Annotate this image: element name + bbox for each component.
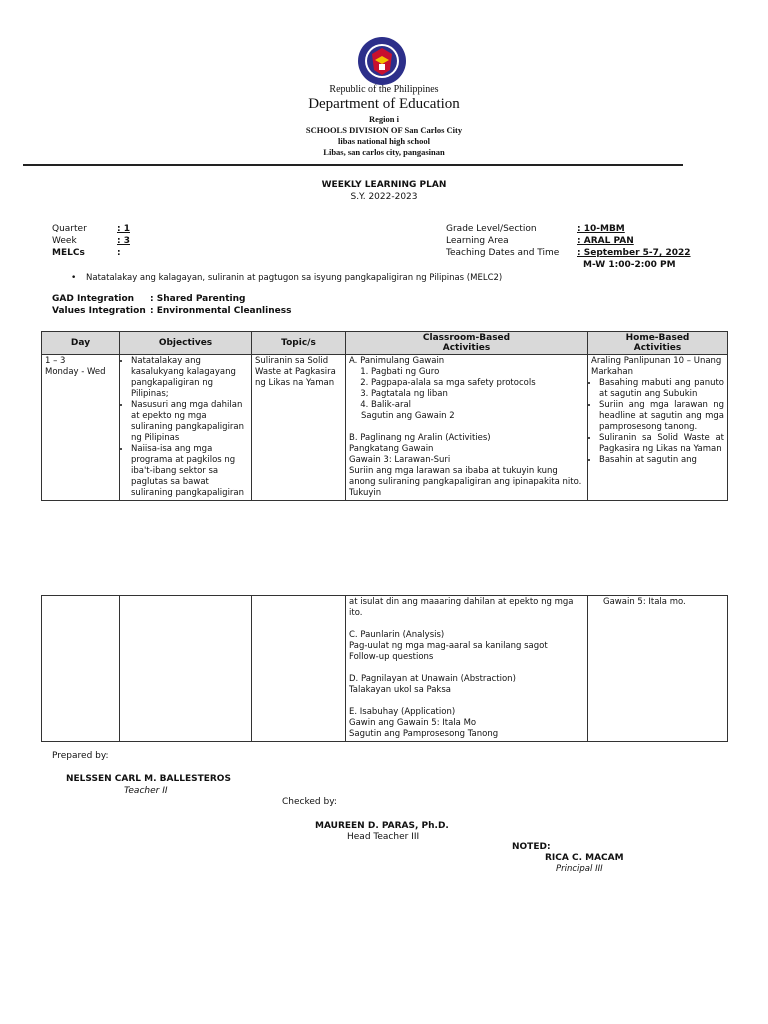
gad-label: GAD Integration — [52, 294, 135, 304]
week-value: : 3 — [117, 236, 130, 246]
school-year: S.Y. 2022-2023 — [350, 192, 418, 202]
learning-area-value: : ARAL PAN — [577, 236, 634, 246]
week-label: Week — [52, 236, 77, 246]
objectives-cell — [120, 355, 252, 501]
activity-item: 1. Pagbati ng Guro — [371, 367, 584, 378]
objectives-cell-continued — [120, 596, 252, 742]
values-value: : Environmental Cleanliness — [150, 306, 292, 316]
school-heading: libas national high school — [338, 136, 430, 146]
section-a-title: A. Panimulang Gawain — [349, 356, 445, 366]
section-e-title: E. Isabuhay (Application) — [349, 707, 456, 717]
header-objectives: Objectives — [120, 332, 252, 355]
header-home-activities: Home-Based Activities — [588, 332, 728, 355]
home-item: • Basahin at sagutin ang — [599, 455, 724, 466]
noted-name: RICA C. MACAM — [545, 853, 624, 863]
header-classroom-activities: Classroom-Based Activities — [346, 332, 588, 355]
noted-label: NOTED: — [512, 842, 551, 852]
section-b-line: Gawain 3: Larawan-Suri — [349, 455, 451, 465]
home-item: • Basahing mabuti ang panuto at sagutin ang Subukin — [599, 378, 724, 400]
noted-title: Principal III — [556, 864, 603, 874]
grade-label: Grade Level/Section — [446, 224, 537, 234]
teaching-dates-value: : September 5-7, 2022 — [577, 248, 691, 258]
header-divider — [23, 164, 683, 166]
activity-item: 4. Balik-aral — [371, 400, 584, 411]
prepared-by-name: NELSSEN CARL M. BALLESTEROS — [66, 774, 231, 784]
home-continued-line: Gawain 5: Itala mo. — [603, 597, 686, 607]
header-day: Day — [42, 332, 120, 355]
section-c-line: Follow-up questions — [349, 652, 434, 662]
day-cell: 1 – 3 Monday - Wed — [42, 355, 120, 501]
department-heading: Department of Education — [308, 96, 460, 112]
section-b-line: Suriin ang mga larawan sa ibaba at tukuyin kung anong suliraning pangkapaligiran ang ipinapakita nito. Tukuyin — [349, 466, 582, 498]
gad-value: : Shared Parenting — [150, 294, 246, 304]
teaching-dates-label: Teaching Dates and Time — [446, 248, 560, 258]
address-heading: Libas, san carlos city, pangasinan — [323, 147, 445, 157]
classroom-activities-cell-continued — [346, 596, 588, 742]
topic-cell: Suliranin sa Solid Waste at Pagkasira ng Likas na Yaman — [252, 355, 346, 501]
melcs-label: MELCs — [52, 248, 85, 258]
day-cell-continued — [42, 596, 120, 742]
republic-heading: Republic of the Philippines — [329, 84, 439, 95]
section-e-line: Sagutin ang Pamprosesong Tanong — [349, 729, 499, 739]
plan-title: WEEKLY LEARNING PLAN — [321, 180, 447, 190]
melc-item: Natatalakay ang kalagayan, suliranin at pagtugon sa isyung pangkapaligiran ng Pilipinas (MELC2) — [86, 273, 503, 283]
activity-item: 3. Pagtatala ng liban — [371, 389, 584, 400]
home-intro: Araling Panlipunan 10 – Unang Markahan — [591, 356, 722, 377]
home-activities-cell — [588, 355, 728, 501]
checked-by-label: Checked by: — [282, 797, 337, 807]
objective-item: • Natatalakay ang kasalukyang kalagayang pangkapaligiran ng Pilipinas; — [131, 356, 248, 400]
learning-area-label: Learning Area — [446, 236, 509, 246]
objective-item: • Naiisa-isa ang mga programa at pagkilos ng iba't-ibang sektor sa paglutas sa bawat suliraning pangkapaligiran — [131, 444, 248, 499]
section-b-title: B. Paglinang ng Aralin (Activities) — [349, 433, 491, 443]
prepared-by-title: Teacher II — [124, 786, 168, 796]
section-a-after: Sagutin ang Gawain 2 — [361, 411, 455, 421]
quarter-label: Quarter — [52, 224, 87, 234]
deped-seal-logo — [357, 36, 407, 86]
header-topics: Topic/s — [252, 332, 346, 355]
division-heading: SCHOOLS DIVISION OF San Carlos City — [305, 125, 463, 135]
checked-by-title: Head Teacher III — [347, 832, 420, 842]
activity-item: 2. Pagpapa-alala sa mga safety protocols — [371, 378, 584, 389]
melc-bullet-icon: • — [71, 273, 77, 283]
home-item: • Suriin ang mga larawan ng headline at sagutin ang mga pamprosesong tanong. — [599, 400, 724, 433]
continued-line: at isulat din ang maaaring dahilan at epekto ng mga ito. — [349, 597, 574, 618]
objective-item: • Nasusuri ang mga dahilan at epekto ng mga suliraning pangkapaligiran ng Pilipinas — [131, 400, 248, 444]
region-heading: Region i — [369, 114, 399, 124]
melcs-value: : — [117, 248, 121, 258]
checked-by-name: MAUREEN D. PARAS, Ph.D. — [315, 821, 449, 831]
section-d-title: D. Pagnilayan at Unawain (Abstraction) — [349, 674, 516, 684]
prepared-by-label: Prepared by: — [52, 751, 109, 761]
home-activities-cell-continued — [588, 596, 728, 742]
classroom-activities-cell — [346, 355, 588, 501]
teaching-time-value: M-W 1:00-2:00 PM — [583, 260, 676, 270]
section-c-title: C. Paunlarin (Analysis) — [349, 630, 445, 640]
learning-plan-table — [41, 331, 728, 501]
values-label: Values Integration — [52, 306, 146, 316]
grade-value: : 10-MBM — [577, 224, 625, 234]
section-e-line: Gawin ang Gawain 5: Itala Mo — [349, 718, 477, 728]
quarter-value: : 1 — [117, 224, 130, 234]
section-c-line: Pag-uulat ng mga mag-aaral sa kanilang sagot — [349, 641, 548, 651]
section-d-line: Talakayan ukol sa Paksa — [349, 685, 451, 695]
home-item: • Suliranin sa Solid Waste at Pagkasira ng Likas na Yaman — [599, 433, 724, 455]
section-b-line: Pangkatang Gawain — [349, 444, 434, 454]
topic-cell-continued — [252, 596, 346, 742]
learning-plan-table-continued — [41, 595, 728, 742]
